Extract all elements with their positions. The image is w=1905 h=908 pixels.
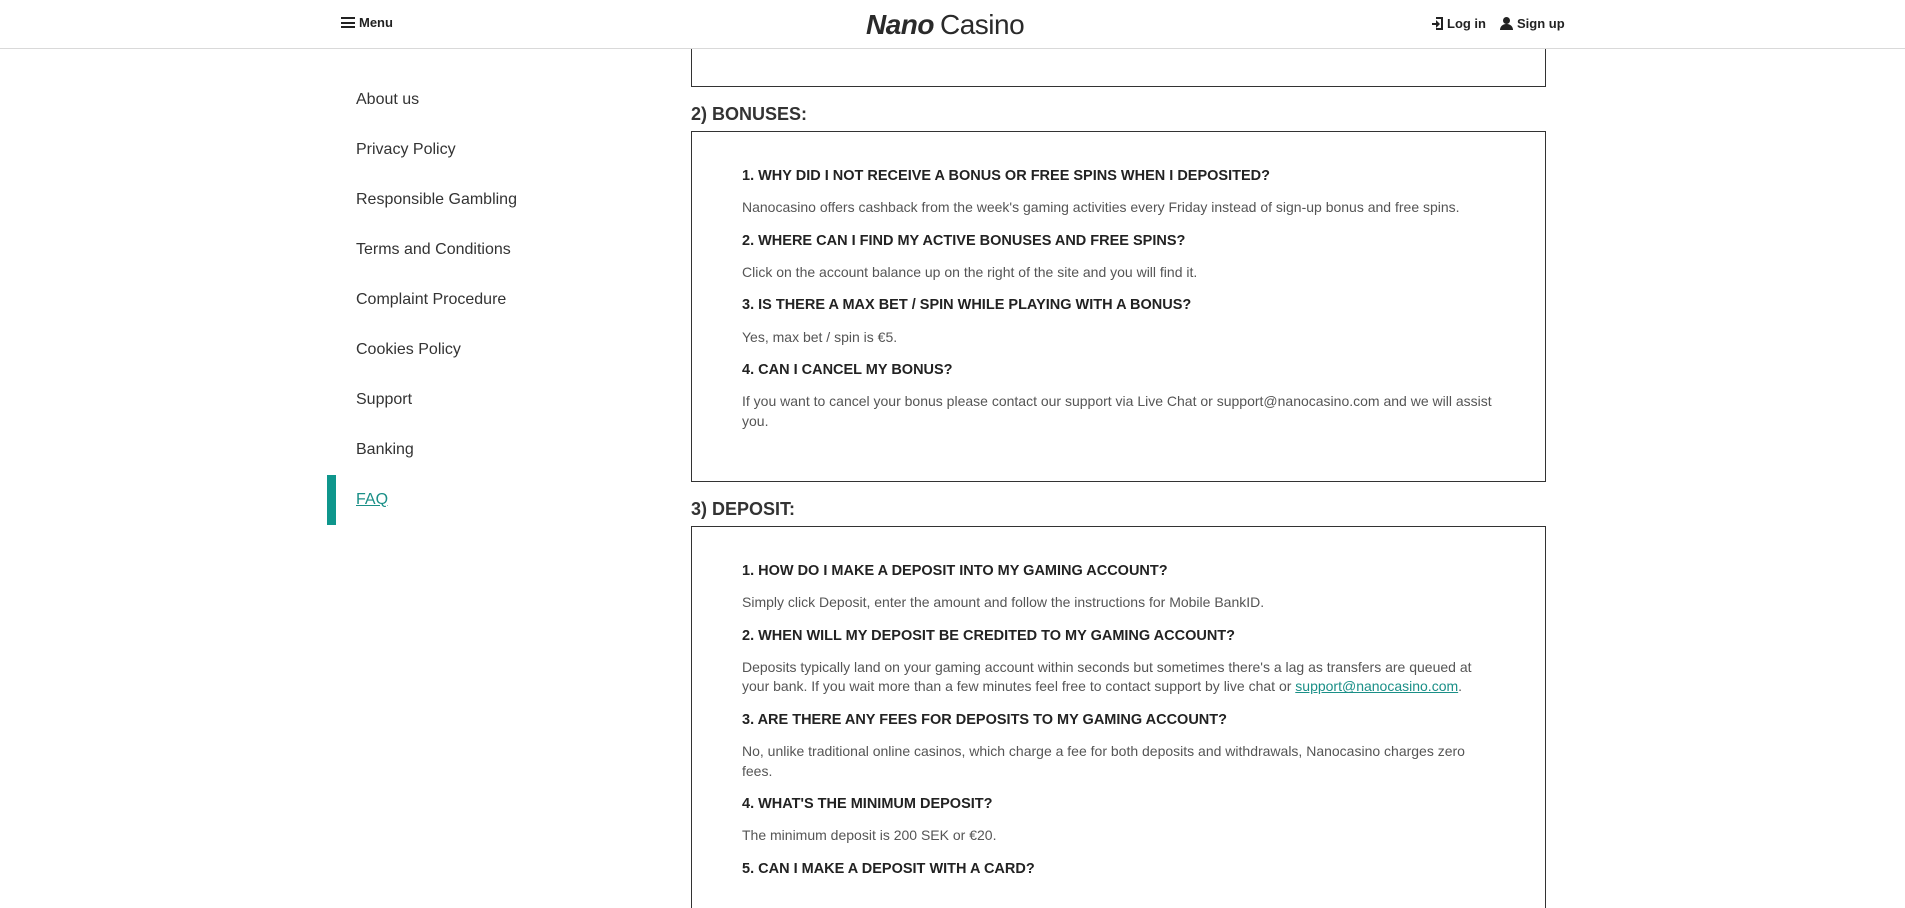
logo-bold: Nano [866,9,934,40]
sidebar-item-label: Responsible Gambling [356,191,517,208]
faq-question: 1. HOW DO I MAKE A DEPOSIT INTO MY GAMING ACCOUNT? [742,563,1168,579]
logo-thin: Casino [940,9,1025,40]
section-title-deposit: 3) DEPOSIT: [691,499,796,519]
sidebar-item-label: Terms and Conditions [356,241,511,258]
sidebar-item-support[interactable] [327,375,657,425]
login-button[interactable] [1432,16,1486,31]
faq-answer-text: Deposits typically land on your gaming account within seconds but sometimes there's a lag as transfers are queued at your bank. If you wait more than a few minutes feel free to contact support by live chat or [742,658,1472,695]
faq-answer: No, unlike traditional online casinos, which charge a fee for both deposits and withdrawals, Nanocasino charges zero fees. [742,743,1465,779]
faq-answer: Click on the account balance up on the right of the site and you will find it. [742,263,1198,280]
sidebar-item-about-us[interactable] [327,75,657,125]
section-title-bonuses: 2) BONUSES: [691,104,808,124]
faq-answer-end: . [1458,678,1463,695]
sidebar-item-complaint-procedure[interactable] [327,275,657,325]
faq-question: 5. CAN I MAKE A DEPOSIT WITH A CARD? [742,861,1035,878]
sidebar-item-label: About us [356,91,420,108]
signup-button[interactable] [1500,16,1565,31]
sidebar-item-cookies-policy[interactable] [327,325,657,375]
site-header [0,0,1905,49]
hamburger-icon [341,17,355,28]
sidebar-item-label: Banking [356,441,414,458]
faq-answer: Nanocasino offers cashback from the week's gaming activities every Friday instead of sign-up bonus and free spins. [742,199,1460,216]
menu-button[interactable] [341,15,393,30]
sidebar-item-label: Privacy Policy [356,141,456,158]
faq-answer [742,658,1495,697]
faq-answer: Simply click Deposit, enter the amount and follow the instructions for Mobile BankID. [742,594,1265,611]
sidebar-nav [327,75,657,525]
support-email-link[interactable]: support@nanocasino.com [1295,678,1459,695]
sidebar-item-faq[interactable] [327,475,657,525]
faq-answer: The minimum deposit is 200 SEK or €20. [742,827,997,844]
faq-answer: Yes, max bet / spin is €5. [742,328,898,345]
signup-label: Sign up [1517,16,1565,31]
login-icon [1432,17,1443,30]
faq-answer: If you want to cancel your bonus please contact our support via Live Chat or support@nanocasino.com and we will assist you. [742,393,1492,429]
sidebar-item-label: FAQ [356,491,389,508]
user-icon [1500,17,1513,30]
faq-question: 2. WHEN WILL MY DEPOSIT BE CREDITED TO MY GAMING ACCOUNT? [742,627,1236,644]
login-label: Log in [1447,16,1486,31]
faq-question: 3. IS THERE A MAX BET / SPIN WHILE PLAYING WITH A BONUS? [742,297,1192,314]
sidebar-item-terms-and-conditions[interactable] [327,225,657,275]
faq-question: 2. WHERE CAN I FIND MY ACTIVE BONUSES AND FREE SPINS? [742,232,1186,249]
sidebar-item-label: Complaint Procedure [356,291,507,308]
faq-box-bonuses [691,131,1546,482]
faq-question: 1. WHY DID I NOT RECEIVE A BONUS OR FREE SPINS WHEN I DEPOSITED? [742,168,1270,184]
sidebar-item-banking[interactable] [327,425,657,475]
menu-label: Menu [359,15,393,30]
faq-box-deposit [691,526,1546,908]
sidebar-item-label: Support [356,391,413,408]
faq-question: 4. CAN I CANCEL MY BONUS? [742,362,953,379]
faq-question: 3. ARE THERE ANY FEES FOR DEPOSITS TO MY GAMING ACCOUNT? [742,712,1227,729]
sidebar-item-label: Cookies Policy [356,341,461,358]
sidebar-item-responsible-gambling[interactable] [327,175,657,225]
sidebar-item-privacy-policy[interactable] [327,125,657,175]
faq-question: 4. WHAT'S THE MINIMUM DEPOSIT? [742,796,993,813]
site-logo[interactable] [866,9,1024,41]
